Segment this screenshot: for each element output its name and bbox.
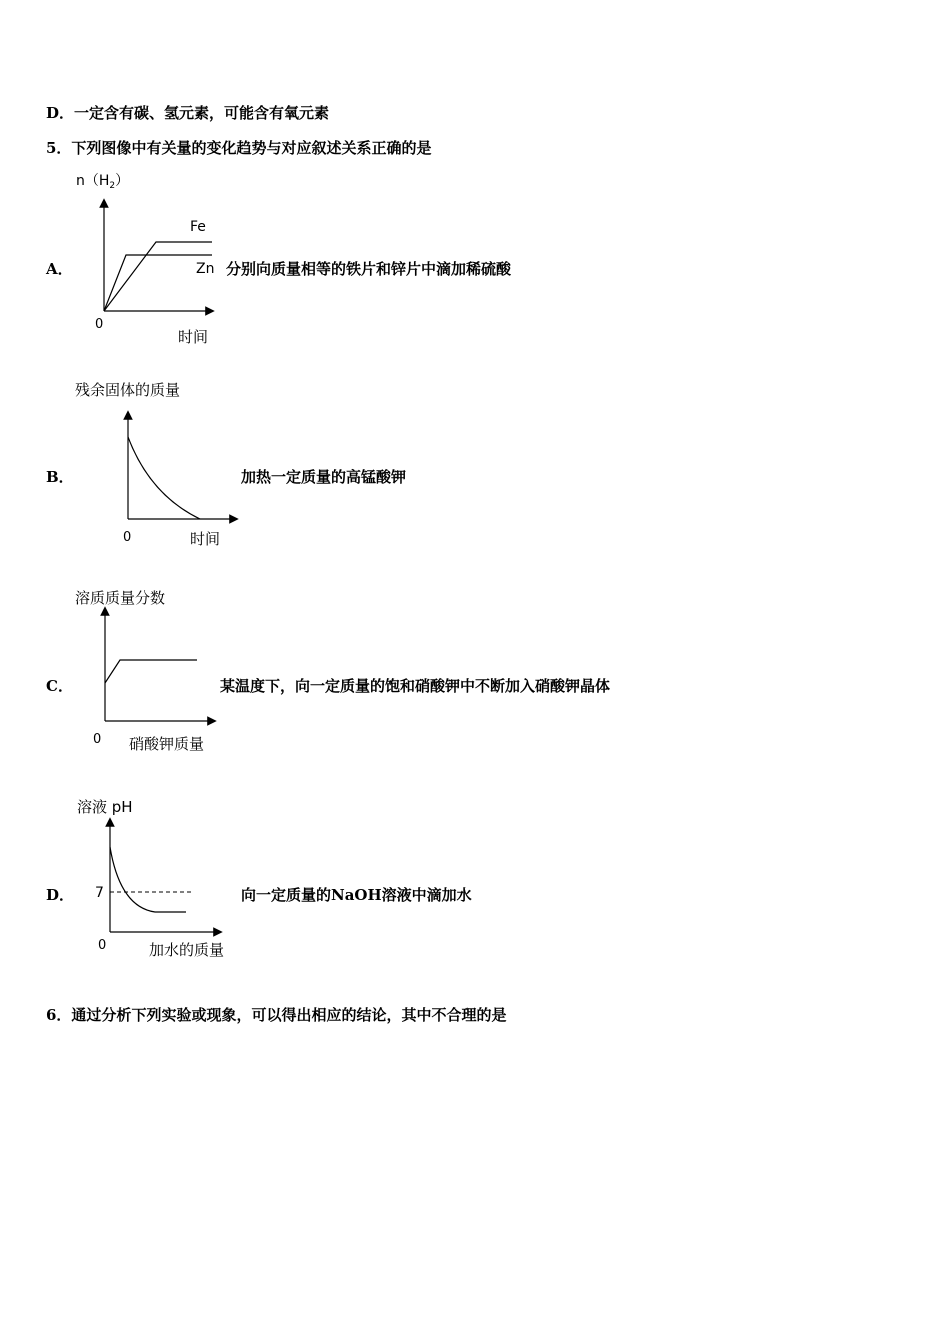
option-a-label-fe: Fe (190, 219, 206, 235)
option-a-graph (60, 165, 230, 350)
option-c-xlabel: 硝酸钾质量 (129, 735, 205, 753)
option-a-letter: A． (46, 260, 73, 278)
option-b-origin: 0 (123, 530, 132, 545)
question-6-stem: 6．通过分析下列实验或现象，可以得出相应的结论，其中不合理的是 (46, 1006, 507, 1024)
option-a-xlabel: 时间 (178, 328, 209, 346)
option-b-description: 加热一定质量的高锰酸钾 (241, 468, 407, 486)
option-d-xlabel: 加水的质量 (149, 941, 225, 959)
question-5-stem: 5．下列图像中有关量的变化趋势与对应叙述关系正确的是 (46, 139, 432, 157)
option-b-curve (128, 437, 200, 519)
option-c-origin: 0 (93, 732, 102, 747)
option-d-description: 向一定质量的NaOH溶液中滴加水 (241, 886, 472, 904)
option-d-ref-label: 7 (95, 885, 104, 901)
option-d-ylabel: 溶液 pH (77, 798, 133, 816)
option-d-letter: D． (46, 886, 75, 904)
option-c-graph (60, 583, 230, 758)
option-c-curve (105, 660, 197, 683)
option-d-graph (60, 792, 250, 967)
option-d-origin: 0 (98, 938, 107, 953)
option-b-xlabel: 时间 (190, 530, 221, 548)
option-d-curve (110, 847, 186, 912)
option-b-letter: B． (46, 468, 74, 486)
option-b-graph (60, 375, 250, 555)
option-a-label-zn: Zn (196, 261, 215, 277)
option-c-ylabel: 溶质质量分数 (75, 589, 166, 607)
option-c-letter: C． (46, 677, 73, 695)
option-a-ylabel: $n(H_2)$ (76, 173, 130, 191)
option-a-origin: 0 (95, 317, 104, 332)
option-b-ylabel: 残余固体的质量 (75, 381, 181, 399)
option-c-description: 某温度下，向一定质量的饱和硝酸钾中不断加入硝酸钾晶体 (220, 677, 611, 695)
prev-option-d: D．一定含有碳、氢元素，可能含有氧元素 (46, 104, 330, 122)
option-a-description: 分别向质量相等的铁片和锌片中滴加稀硫酸 (226, 260, 512, 278)
